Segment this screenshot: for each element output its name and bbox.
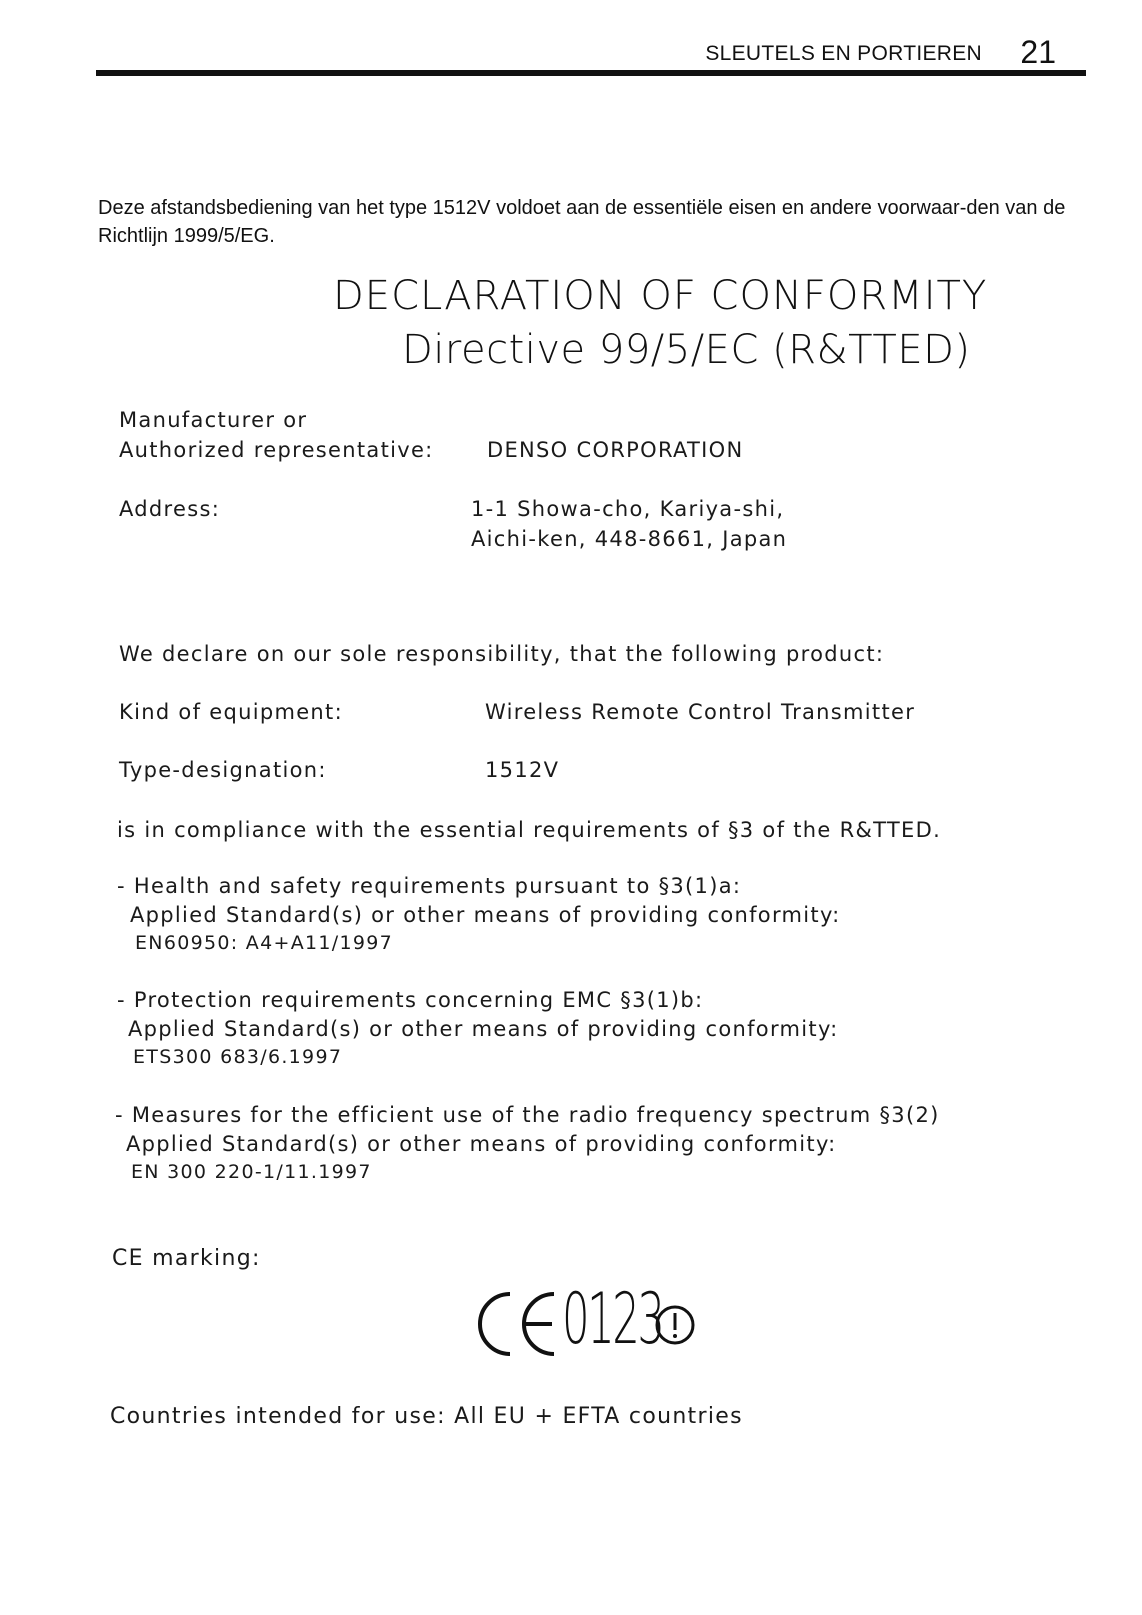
requirement-applied-text: Applied Standard(s) or other means of providing conformity:: [128, 1017, 839, 1041]
address-label: Address:: [119, 497, 221, 521]
equipment-value: Wireless Remote Control Transmitter: [485, 700, 916, 724]
requirement-heading: - Measures for the efficient use of the radio frequency spectrum §3(2): [115, 1103, 940, 1127]
type-value: 1512V: [485, 758, 560, 782]
ce-mark-number: 0123: [562, 1278, 663, 1360]
ce-marking-label: CE marking:: [112, 1246, 261, 1271]
declaration-title: DECLARATION OF CONFORMITY: [333, 273, 988, 319]
section-title: SLEUTELS EN PORTIEREN: [705, 42, 982, 65]
manufacturer-label-line1: Manufacturer or: [119, 408, 308, 432]
requirement-heading: - Health and safety requirements pursuant to §3(1)a:: [117, 874, 742, 898]
requirement-standard: EN60950: A4+A11/1997: [135, 932, 394, 954]
address-line-1: 1-1 Showa-cho, Kariya-shi,: [471, 497, 785, 521]
countries-statement: Countries intended for use: All EU + EFTA countries: [110, 1404, 743, 1429]
declare-statement: We declare on our sole responsibility, that the following product:: [119, 642, 885, 666]
requirement-applied-text: Applied Standard(s) or other means of providing conformity:: [126, 1132, 837, 1156]
manufacturer-label-line2: Authorized representative:: [119, 438, 434, 462]
intro-paragraph: Deze afstandsbediening van het type 1512V voldoet aan de essentiële eisen en andere voorwaar-den van de Richtlijn 1999/5/EG.: [98, 197, 1066, 247]
requirement-heading: - Protection requirements concerning EMC §3(1)b:: [117, 988, 704, 1012]
declaration-subtitle: Directive 99/5/EC (R&TTED): [402, 327, 971, 373]
type-label: Type-designation:: [119, 758, 327, 782]
address-line-2: Aichi-ken, 448-8661, Japan: [471, 527, 788, 551]
alert-circle-icon: [654, 1304, 696, 1346]
equipment-label: Kind of equipment:: [119, 700, 343, 724]
requirement-applied-text: Applied Standard(s) or other means of providing conformity:: [130, 903, 841, 927]
requirement-standard: EN 300 220-1/11.1997: [131, 1161, 372, 1183]
requirement-standard: ETS300 683/6.1997: [133, 1046, 343, 1068]
ce-mark-logo: [474, 1278, 714, 1360]
page-number: 21: [1020, 34, 1056, 70]
ce-symbol-icon: [474, 1288, 560, 1360]
compliance-statement: is in compliance with the essential requirements of §3 of the R&TTED.: [117, 818, 942, 842]
manufacturer-value: DENSO CORPORATION: [487, 438, 744, 462]
header-rule: [96, 70, 1086, 76]
